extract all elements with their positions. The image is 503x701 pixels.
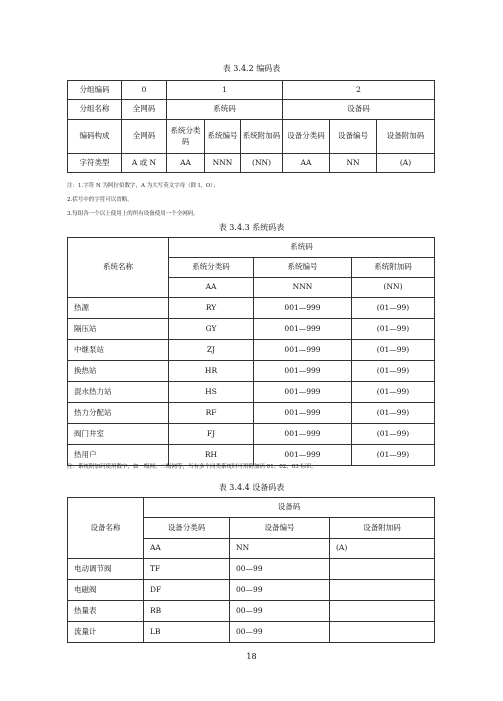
- table-cell: 热力分配站: [68, 403, 169, 424]
- table-cell: 热量表: [68, 601, 144, 622]
- table-cell: TF: [144, 559, 230, 580]
- table-cell: (01—99): [352, 340, 435, 361]
- table-cell: NN: [330, 154, 377, 173]
- table-cell: 系统分类码: [167, 120, 205, 154]
- table-cell: 流量计: [68, 622, 144, 643]
- table-cell: 00—99: [230, 580, 330, 601]
- table-cell: 热源: [68, 298, 169, 319]
- table-header: 设备码: [144, 498, 435, 518]
- table1-caption: 表 3.4.2 编码表: [222, 64, 281, 73]
- table-cell: 混水热力站: [68, 382, 169, 403]
- table-cell: 001—999: [254, 403, 352, 424]
- table1-note-1: 注：1.字符 N 为阿拉伯数字，A 为大写英文字母（除 I、O）；: [67, 183, 219, 189]
- table-header: 设备附加码: [330, 518, 435, 539]
- table-cell: FJ: [169, 424, 254, 445]
- table-cell: DF: [144, 580, 230, 601]
- table-row: [68, 403, 435, 424]
- table-cell: HS: [169, 382, 254, 403]
- table-cell: 热用户: [68, 445, 169, 466]
- table-cell: (01—99): [352, 361, 435, 382]
- table-cell: NNN: [254, 278, 352, 298]
- table-cell: (01—99): [352, 382, 435, 403]
- table-row: [68, 361, 435, 382]
- table-cell: [330, 601, 435, 622]
- table-cell: 分组编码: [68, 81, 122, 100]
- table-cell: (NN): [241, 154, 283, 173]
- table-cell: 001—999: [254, 445, 352, 466]
- table-header: 设备名称: [68, 498, 144, 559]
- table3-caption: 表 3.4.4 设备码表: [218, 483, 285, 492]
- table-row: [68, 622, 435, 643]
- table-cell: 设备附加码: [377, 120, 435, 154]
- table-cell: HR: [169, 361, 254, 382]
- table-cell: 分组名称: [68, 100, 122, 120]
- table-row: [68, 319, 435, 340]
- table-cell: (01—99): [352, 403, 435, 424]
- table-cell: NN: [230, 539, 330, 559]
- table-row: [68, 559, 435, 580]
- table-row: [68, 120, 435, 154]
- table-cell: RB: [144, 601, 230, 622]
- table-cell: 字符类型: [68, 154, 122, 173]
- page-number: 18: [246, 652, 257, 661]
- table-cell: 编码构成: [68, 120, 122, 154]
- table-cell: GY: [169, 319, 254, 340]
- table-row: [68, 601, 435, 622]
- table-cell: 00—99: [230, 559, 330, 580]
- table-cell: 设备码: [283, 100, 435, 120]
- table-cell: 001—999: [254, 424, 352, 445]
- table-cell: (A): [377, 154, 435, 173]
- table-cell: 隔压站: [68, 319, 169, 340]
- table-cell: (01—99): [352, 298, 435, 319]
- table-row: [68, 340, 435, 361]
- table1-note-3: 3.每组各一个以上使用上的所有设备使用一个全网码。: [67, 211, 199, 217]
- table-cell: 设备编号: [330, 120, 377, 154]
- table-cell: 换热站: [68, 361, 169, 382]
- table-header: 设备编号: [230, 518, 330, 539]
- table-row: [68, 81, 435, 100]
- table-row: [68, 382, 435, 403]
- table-cell: RH: [169, 445, 254, 466]
- table-cell: (01—99): [352, 319, 435, 340]
- table-header: 系统名称: [68, 238, 169, 298]
- table-cell: 00—99: [230, 601, 330, 622]
- table-cell: RY: [169, 298, 254, 319]
- table-cell: 阀门井室: [68, 424, 169, 445]
- table-cell: 全网码: [122, 100, 167, 120]
- table-cell: 系统编号: [205, 120, 241, 154]
- table-cell: 系统附加码: [241, 120, 283, 154]
- table1-note-2: 2.括号中的字符可以省略。: [67, 197, 133, 203]
- table-cell: (01—99): [352, 424, 435, 445]
- table-cell: 全网码: [122, 120, 167, 154]
- code-table: [67, 80, 435, 173]
- table-row: [68, 498, 435, 518]
- table-row: [68, 154, 435, 173]
- table-cell: 001—999: [254, 382, 352, 403]
- table-header: 系统附加码: [352, 258, 435, 278]
- table-cell: [330, 622, 435, 643]
- table-cell: A 或 N: [122, 154, 167, 173]
- table-header: 设备分类码: [144, 518, 230, 539]
- table-cell: 电磁阀: [68, 580, 144, 601]
- table-cell: [330, 559, 435, 580]
- table-cell: ZJ: [169, 340, 254, 361]
- table-cell: [330, 580, 435, 601]
- table-header: 系统码: [169, 238, 435, 258]
- table-cell: NNN: [205, 154, 241, 173]
- table-cell: 001—999: [254, 319, 352, 340]
- table2-note: 注：系统附加码使用数字，如一级网、二级网等，当有多个同类系统时可用附加码 01、02、03 标识。: [67, 464, 317, 470]
- table-row: [68, 238, 435, 258]
- table-cell: (NN): [352, 278, 435, 298]
- table-cell: 001—999: [254, 298, 352, 319]
- table-cell: LB: [144, 622, 230, 643]
- system-code-table: [67, 237, 435, 466]
- table-cell: 1: [167, 81, 283, 100]
- table-cell: 2: [283, 81, 435, 100]
- table-cell: AA: [167, 154, 205, 173]
- table-header: 系统分类码: [169, 258, 254, 278]
- table-cell: AA: [283, 154, 330, 173]
- device-code-table: [67, 497, 435, 643]
- table-cell: 00—99: [230, 622, 330, 643]
- table-row: [68, 298, 435, 319]
- table-cell: 电动调节阀: [68, 559, 144, 580]
- table-row: [68, 100, 435, 120]
- table-cell: AA: [144, 539, 230, 559]
- table-row: [68, 580, 435, 601]
- table-row: [68, 424, 435, 445]
- table-cell: (01—99): [352, 445, 435, 466]
- table-cell: 001—999: [254, 361, 352, 382]
- table-cell: RF: [169, 403, 254, 424]
- table-cell: 中继泵站: [68, 340, 169, 361]
- table-cell: (A): [330, 539, 435, 559]
- table2-caption: 表 3.4.3 系统码表: [218, 223, 285, 232]
- table-cell: 设备分类码: [283, 120, 330, 154]
- table-cell: 系统码: [167, 100, 283, 120]
- table-cell: 001—999: [254, 340, 352, 361]
- table-cell: AA: [169, 278, 254, 298]
- table-cell: 0: [122, 81, 167, 100]
- table-header: 系统编号: [254, 258, 352, 278]
